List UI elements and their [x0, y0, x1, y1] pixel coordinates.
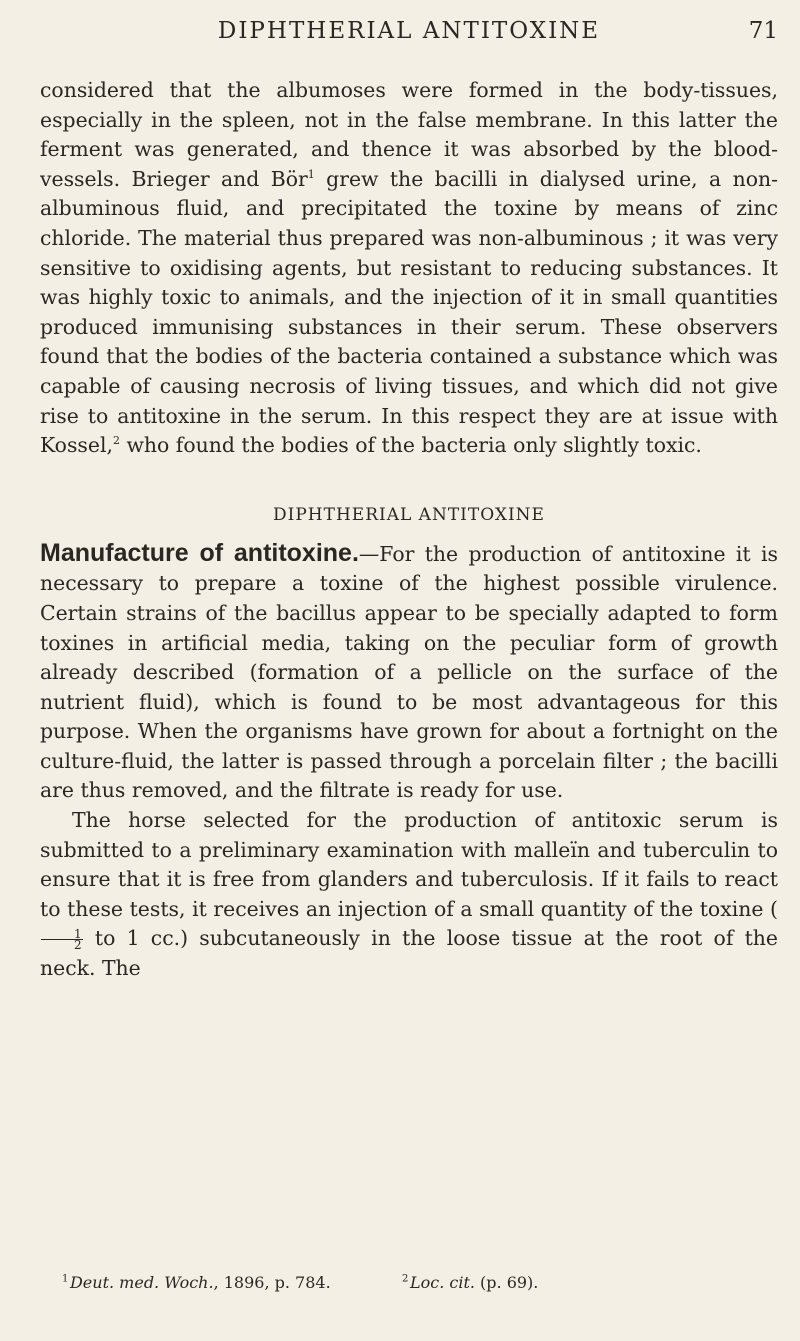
paragraph-manufacture — [40, 539, 778, 806]
footnote-1-source: Deut. med. Woch. — [69, 1273, 214, 1292]
footnote-1-mark: 1 — [62, 1273, 69, 1285]
paragraph-1-part-3: who found the bodies of the bacteria only slightly toxic. — [119, 433, 702, 458]
footnote-1-rest: , 1896, p. 784. — [213, 1273, 331, 1292]
paragraph-horse-selection — [40, 806, 778, 984]
footnote-ref-2: 2 — [112, 434, 120, 448]
fraction-one-half — [41, 927, 83, 953]
paragraph-3-part-1: The horse selected for the production of antitoxic serum is submitted to a preliminary examination with malleïn and tuberculin to ensure that it is free from glanders and tuberculosis. If it fails to react to these tests, it receives an injection of a small quantity of the toxine ( — [40, 808, 778, 921]
running-title: DIPHTHERIAL ANTITOXINE — [217, 18, 601, 44]
footnote-2-rest: (p. 69). — [474, 1273, 539, 1292]
paragraph-1-part-2: grew the bacilli in dialysed urine, a non-albuminous fluid, and precipitated the toxine by means of zinc chloride. The material thus prepared was non-albuminous ; it was very sensitive to oxidising agents, but resistant to reducing substances. It was highly toxic to animals, and the injection of it in small quantities produced immunising substances in their serum. These observers found that the bodies of the bacteria contained a substance which was capable of causing necrosis of living tissues, and which did not give rise to antitoxine in the serum. In this respect they are at issue with Kossel, — [40, 166, 779, 458]
footnotes — [62, 1272, 778, 1294]
body-text — [40, 76, 778, 984]
fraction-numerator: 1 — [41, 929, 83, 940]
run-in-heading: Manufacture of antitoxine. — [40, 538, 359, 567]
section-heading: DIPHTHERIAL ANTITOXINE — [273, 504, 545, 525]
footnote-2 — [402, 1272, 538, 1294]
footnote-ref-1: 1 — [307, 167, 315, 181]
page-number: 71 — [748, 18, 778, 44]
fraction-denominator: 2 — [74, 938, 82, 953]
paragraph-albumoses — [40, 76, 778, 461]
running-head — [40, 18, 778, 50]
paragraph-3-part-2: to 1 cc.) subcutaneously in the loose tissue at the root of the neck. The — [40, 926, 778, 981]
footnote-2-mark: 2 — [402, 1273, 409, 1285]
footnote-2-source: Loc. cit. — [409, 1273, 475, 1292]
paragraph-2-text: —For the production of antitoxine it is necessary to prepare a toxine of the highest possible virulence. Certain strains of the bacillus appear to be specially adapted to form toxines in artificial media, taking on the peculiar form of growth already described (formation of a pellicle on the surface of the nutrient fluid), which is found to be most advantageous for this purpose. When the organisms have grown for about a fortnight on the culture-fluid, the latter is passed through a porcelain filter ; the bacilli are thus removed, and the filtrate is ready for use. — [40, 541, 778, 803]
footnote-1 — [62, 1272, 402, 1294]
paragraph-1-part-1: considered that the albumoses were formed in the body-tissues, especially in the spleen, not in the false membrane. In this latter the ferment was generated, and thence it was absorbed by the blood-vessels. Brieger and Bör — [40, 78, 778, 191]
